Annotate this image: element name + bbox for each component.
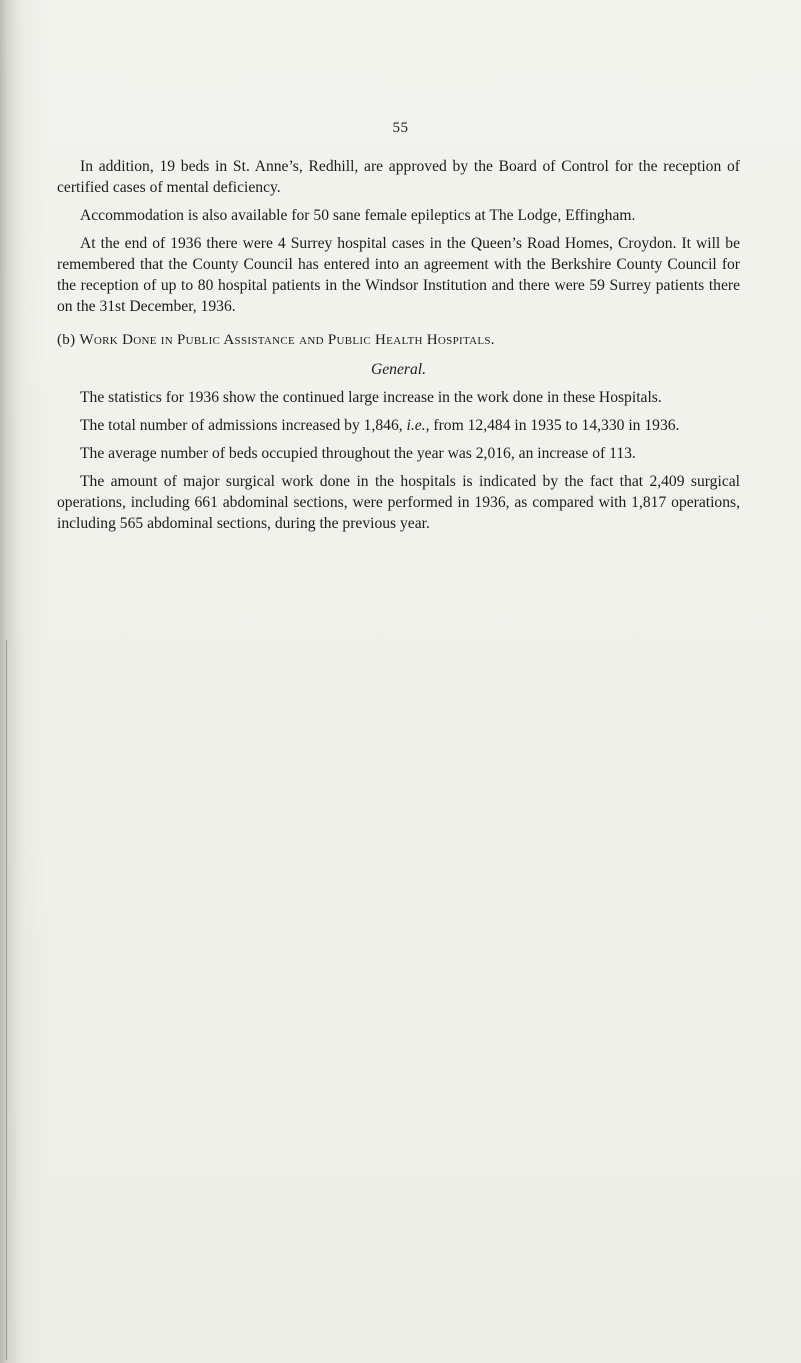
paragraph-croydon-windsor: At the end of 1936 there were 4 Surrey hospital cases in the Queen’s Road Homes, Croydon. It will be remembered that the County Council has entered into an agreement with the Berkshire County Council for the reception of up to 80 hospital patients in the Windsor Institution and there were 59 Surrey patients there on the 31st December, 1936.: [57, 235, 740, 315]
admissions-text-end: from 12,484 in 1935 to 14,330 in 1936.: [433, 417, 680, 434]
admissions-ie: i.e.,: [406, 417, 430, 434]
paragraph-surgical: The amount of major surgical work done in the hospitals is indicated by the fact that 2,409 surgical operations, including 661 abdominal sections, were performed in 1936, as compared with 1,817 operations, including 565 abdominal sections, during the previous year.: [57, 473, 740, 532]
paragraph-statistics: The statistics for 1936 show the continued large increase in the work done in these Hospitals.: [80, 389, 662, 406]
paragraph-beds: The average number of beds occupied throughout the year was 2,016, an increase of 113.: [80, 445, 636, 462]
admissions-text-start: The total number of admissions increased by 1,846,: [80, 417, 403, 434]
document-body: [57, 156, 740, 534]
paragraph-admissions: [57, 415, 740, 436]
binding-gutter-line: [6, 640, 7, 1360]
section-subheading: General.: [371, 361, 426, 378]
paragraph-effingham: Accommodation is also available for 50 sane female epileptics at The Lodge, Effingham.: [80, 207, 636, 224]
section-marker: (b): [57, 332, 76, 348]
paragraph-st-annes: In addition, 19 beds in St. Anne’s, Redhill, are approved by the Board of Control for the reception of certified cases of mental deficiency.: [57, 158, 740, 196]
section-title: Work Done in Public Assistance and Public Health Hospitals.: [79, 332, 495, 348]
page-number: 55: [392, 120, 409, 136]
section-heading: [57, 330, 740, 351]
